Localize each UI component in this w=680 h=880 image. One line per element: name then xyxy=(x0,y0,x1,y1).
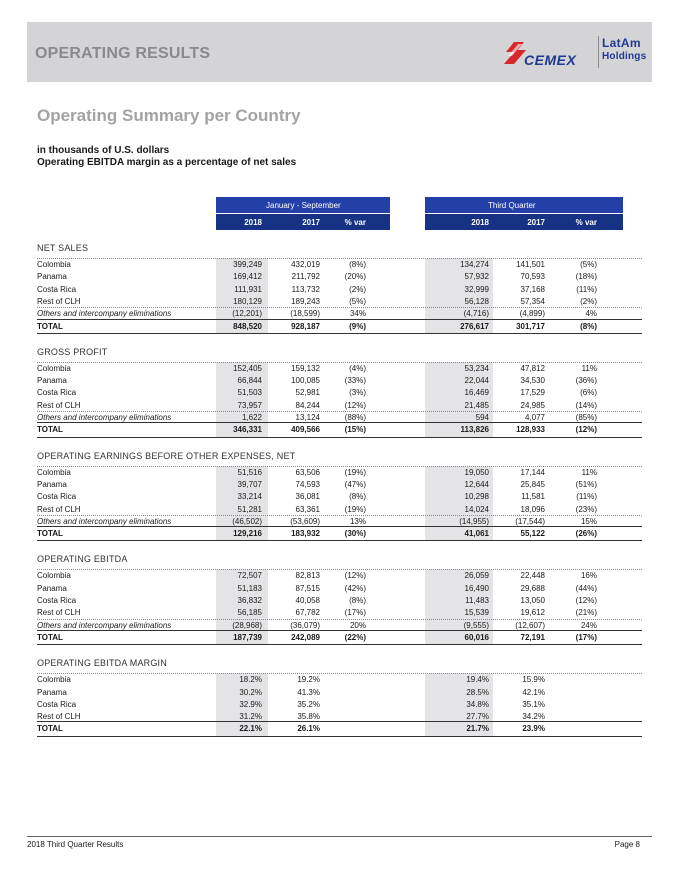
cell-value: 84,244 xyxy=(295,400,320,410)
cell-value: 34.2% xyxy=(522,712,545,722)
cell-value: 66,844 xyxy=(237,376,262,386)
row-label: Rest of CLH xyxy=(37,400,81,410)
cell-value: 13,124 xyxy=(295,413,320,422)
row-label: Panama xyxy=(37,687,67,697)
total-rule xyxy=(37,526,642,527)
cell-value: 16,490 xyxy=(464,583,489,593)
cell-value: 26.1% xyxy=(297,724,320,734)
footer-report-name: 2018 Third Quarter Results xyxy=(27,840,124,849)
total-label: TOTAL xyxy=(37,724,63,734)
row-label: Rest of CLH xyxy=(37,296,81,306)
cell-value: (12%) xyxy=(344,400,366,410)
cell-value: (17,544) xyxy=(515,516,545,526)
cell-value: 134,274 xyxy=(460,260,489,269)
total-rule xyxy=(37,721,642,722)
cell-value: 67,782 xyxy=(295,608,320,618)
cell-value: 31.2% xyxy=(239,712,262,722)
row-label: Colombia xyxy=(37,571,71,581)
cell-value: (36,079) xyxy=(290,620,320,630)
section-top-rule xyxy=(37,466,642,467)
cell-value: 41.3% xyxy=(297,687,320,697)
row-label: Rest of CLH xyxy=(37,608,81,618)
cell-value: 111,931 xyxy=(234,284,262,294)
cell-value: 36,832 xyxy=(237,596,262,605)
cell-value: 21,485 xyxy=(464,400,489,410)
row-label: Panama xyxy=(37,272,67,282)
company-logo xyxy=(502,32,647,72)
cell-value: 70,593 xyxy=(520,272,545,282)
cell-value: 21.7% xyxy=(466,724,489,734)
row-label: Costa Rica xyxy=(37,699,77,709)
cell-value: (22%) xyxy=(344,632,366,642)
section-top-rule xyxy=(37,673,642,674)
column-header: 2017 xyxy=(527,218,545,227)
cell-value: (18,599) xyxy=(290,309,320,319)
cell-value: 51,281 xyxy=(237,504,262,514)
section-title: GROSS PROFIT xyxy=(37,346,108,357)
footer-rule xyxy=(27,836,652,837)
cell-value: 53,234 xyxy=(464,363,489,373)
dotted-rule xyxy=(37,411,642,412)
cell-value: 15,539 xyxy=(464,608,489,618)
cell-value: 189,243 xyxy=(291,296,320,306)
column-header-bar-quarter xyxy=(425,214,623,230)
cell-value: 183,932 xyxy=(291,529,320,539)
total-label: TOTAL xyxy=(37,529,63,539)
cell-value: (4,899) xyxy=(519,309,545,319)
cell-value: 47,812 xyxy=(520,363,545,373)
cell-value: 42.1% xyxy=(522,687,545,697)
section-title: OPERATING EBITDA MARGIN xyxy=(37,658,167,669)
cell-value: 159,132 xyxy=(291,363,320,373)
logo-divider xyxy=(598,36,599,68)
cell-value: (15%) xyxy=(344,425,366,435)
header-banner xyxy=(27,22,652,82)
cell-value: (2%) xyxy=(349,284,366,294)
cell-value: 34,530 xyxy=(520,376,545,386)
cell-value: (5%) xyxy=(580,260,597,269)
column-header: 2018 xyxy=(471,218,489,227)
cell-value: 51,503 xyxy=(237,388,262,398)
row-label: Costa Rica xyxy=(37,492,77,502)
cell-value: 13% xyxy=(349,516,366,526)
cell-value: 11% xyxy=(581,467,597,477)
cell-value: 242,089 xyxy=(291,632,320,642)
total-bottom-rule xyxy=(37,333,642,334)
column-header: % var xyxy=(575,218,597,227)
cell-value: 18.2% xyxy=(239,675,262,685)
cell-value: 4% xyxy=(585,309,597,319)
cell-value: 928,187 xyxy=(291,321,320,331)
cell-value: 14,024 xyxy=(464,504,489,514)
cell-value: 26,059 xyxy=(464,571,489,581)
cell-value: 55,122 xyxy=(520,529,545,539)
column-header: 2018 xyxy=(244,218,262,227)
cell-value: 34.8% xyxy=(466,699,489,709)
period-header-ytd xyxy=(216,197,390,213)
cell-value: 40,058 xyxy=(295,596,320,605)
cell-value: (26%) xyxy=(575,529,597,539)
cell-value: 36,081 xyxy=(295,492,320,502)
section-title: OPERATING EBITDA xyxy=(37,554,128,565)
cell-value: (9%) xyxy=(349,321,366,331)
cell-value: 11% xyxy=(581,363,597,373)
cell-value: (8%) xyxy=(349,260,366,269)
total-bottom-rule xyxy=(37,437,642,438)
row-label: Costa Rica xyxy=(37,284,77,294)
cell-value: 15.9% xyxy=(522,675,545,685)
cell-value: 32.9% xyxy=(239,699,262,709)
cell-value: 35.1% xyxy=(522,699,545,709)
cell-value: (12%) xyxy=(575,596,597,605)
cell-value: (19%) xyxy=(344,467,366,477)
cell-value: (11%) xyxy=(576,492,597,502)
cell-value: (12%) xyxy=(575,425,597,435)
total-label: TOTAL xyxy=(37,425,63,435)
cell-value: 129,216 xyxy=(233,529,262,539)
cell-value: 60,016 xyxy=(464,632,489,642)
cell-value: 19.2% xyxy=(297,675,320,685)
cell-value: 33,214 xyxy=(237,492,262,502)
row-label: Costa Rica xyxy=(37,388,77,398)
cell-value: (20%) xyxy=(344,272,366,282)
period-header-quarter-label: Third Quarter xyxy=(488,201,536,210)
cell-value: 128,933 xyxy=(516,425,545,435)
cell-value: 12,644 xyxy=(464,479,489,489)
cell-value: (14%) xyxy=(575,400,597,410)
cell-value: (46,502) xyxy=(232,516,262,526)
cell-value: (19%) xyxy=(344,504,366,514)
cell-value: 17,144 xyxy=(520,467,545,477)
cell-value: 23.9% xyxy=(522,724,545,734)
section-title: OPERATING EARNINGS BEFORE OTHER EXPENSES, NET xyxy=(37,450,296,461)
cell-value: (21%) xyxy=(575,608,597,618)
dotted-rule xyxy=(37,619,642,620)
cell-value: 187,739 xyxy=(233,632,262,642)
cell-value: 27.7% xyxy=(466,712,489,722)
logo-holdings: Holdings xyxy=(602,51,647,62)
total-bottom-rule xyxy=(37,540,642,541)
cell-value: (8%) xyxy=(349,596,366,605)
cell-value: 63,506 xyxy=(295,467,320,477)
cell-value: 63,361 xyxy=(295,504,320,514)
cell-value: 22.1% xyxy=(239,724,262,734)
row-label: Panama xyxy=(37,376,67,386)
page-title: Operating Summary per Country xyxy=(37,106,301,125)
total-bottom-rule xyxy=(37,644,642,645)
cell-value: 35.2% xyxy=(297,699,320,709)
cell-value: 16,469 xyxy=(464,388,489,398)
cell-value: 113,732 xyxy=(291,284,320,294)
dotted-rule xyxy=(37,307,642,308)
cell-value: 29,688 xyxy=(520,583,545,593)
header-title: OPERATING RESULTS xyxy=(35,45,211,62)
cell-value: (51%) xyxy=(575,479,597,489)
cell-value: 34% xyxy=(349,309,366,319)
cell-value: (12%) xyxy=(344,571,366,581)
cell-value: 39,707 xyxy=(237,479,262,489)
cell-value: 399,249 xyxy=(233,260,262,269)
cell-value: (17%) xyxy=(575,632,597,642)
cell-value: (17%) xyxy=(344,608,366,618)
cell-value: (33%) xyxy=(344,376,366,386)
dotted-rule xyxy=(37,515,642,516)
footer-page-number: Page 8 xyxy=(614,840,640,849)
cell-value: (36%) xyxy=(575,376,597,386)
cell-value: 51,183 xyxy=(237,583,262,593)
row-label: Panama xyxy=(37,583,67,593)
cell-value: 24% xyxy=(580,620,597,630)
cell-value: 87,515 xyxy=(295,583,320,593)
cell-value: (6%) xyxy=(580,388,597,398)
cell-value: 22,448 xyxy=(520,571,545,581)
cell-value: 15% xyxy=(580,516,597,526)
row-label: Others and intercompany eliminations xyxy=(37,413,172,422)
row-label: Others and intercompany eliminations xyxy=(37,516,172,526)
cell-value: (28,968) xyxy=(232,620,262,630)
cell-value: (30%) xyxy=(344,529,366,539)
cell-value: 11,483 xyxy=(465,596,489,605)
row-label: Colombia xyxy=(37,260,71,269)
cell-value: 56,128 xyxy=(464,296,489,306)
cell-value: 180,129 xyxy=(233,296,262,306)
cell-value: 41,061 xyxy=(464,529,489,539)
cell-value: (4%) xyxy=(349,363,366,373)
row-label: Colombia xyxy=(37,675,71,685)
cell-value: 346,331 xyxy=(233,425,262,435)
cell-value: (23%) xyxy=(575,504,597,514)
cell-value: 100,085 xyxy=(291,376,320,386)
cell-value: 73,957 xyxy=(237,400,262,410)
cell-value: (42%) xyxy=(344,583,366,593)
cell-value: 19,050 xyxy=(464,467,489,477)
cell-value: 848,520 xyxy=(233,321,262,331)
cell-value: 113,826 xyxy=(460,425,489,435)
cell-value: 51,516 xyxy=(237,467,262,477)
cell-value: (14,955) xyxy=(459,516,489,526)
column-header-bar-ytd xyxy=(216,214,390,230)
cell-value: 72,191 xyxy=(520,632,545,642)
cell-value: 17,529 xyxy=(520,388,545,398)
cell-value: (12,201) xyxy=(232,309,262,319)
units-note: in thousands of U.S. dollars xyxy=(37,145,170,156)
cell-value: 409,566 xyxy=(291,425,320,435)
period-header-ytd-label: January - September xyxy=(266,201,341,210)
section-top-rule xyxy=(37,258,642,259)
cell-value: (85%) xyxy=(575,413,597,422)
row-label: Rest of CLH xyxy=(37,712,81,722)
cell-value: (3%) xyxy=(349,388,366,398)
column-header: 2017 xyxy=(302,218,320,227)
cell-value: 82,813 xyxy=(295,571,320,581)
cell-value: (8%) xyxy=(580,321,597,331)
cell-value: 57,354 xyxy=(520,296,545,306)
cell-value: 10,298 xyxy=(464,492,489,502)
row-label: Colombia xyxy=(37,363,71,373)
total-rule xyxy=(37,422,642,423)
cell-value: 37,168 xyxy=(520,284,545,294)
row-label: Others and intercompany eliminations xyxy=(37,620,172,630)
cell-value: 432,019 xyxy=(291,260,320,269)
cell-value: 276,617 xyxy=(460,321,489,331)
cell-value: 56,185 xyxy=(237,608,262,618)
row-label: Others and intercompany eliminations xyxy=(37,309,172,319)
cell-value: 74,593 xyxy=(295,479,320,489)
logo-wordmark: CEMEX xyxy=(524,52,577,68)
cell-value: 594 xyxy=(475,413,489,422)
cell-value: 19.4% xyxy=(466,675,489,685)
row-label: Panama xyxy=(37,479,67,489)
cell-value: (88%) xyxy=(344,413,366,422)
cell-value: (12,607) xyxy=(515,620,545,630)
cell-value: 141,501 xyxy=(516,260,545,269)
cell-value: 25,845 xyxy=(520,479,545,489)
total-label: TOTAL xyxy=(37,632,63,642)
cell-value: 35.8% xyxy=(297,712,320,722)
cell-value: 30.2% xyxy=(239,687,262,697)
cell-value: (44%) xyxy=(575,583,597,593)
cell-value: 4,077 xyxy=(524,413,545,422)
period-header-quarter xyxy=(425,197,623,213)
row-label: Rest of CLH xyxy=(37,504,81,514)
cell-value: 52,981 xyxy=(295,388,320,398)
cell-value: (53,609) xyxy=(290,516,320,526)
cell-value: 211,792 xyxy=(291,272,320,282)
margin-note: Operating EBITDA margin as a percentage of net sales xyxy=(37,157,297,168)
total-label: TOTAL xyxy=(37,321,63,331)
cell-value: 152,405 xyxy=(233,363,262,373)
total-rule xyxy=(37,319,642,320)
cell-value: 32,999 xyxy=(464,284,489,294)
row-label: Colombia xyxy=(37,467,71,477)
cell-value: 301,717 xyxy=(516,321,545,331)
cell-value: 1,622 xyxy=(241,413,262,422)
cell-value: (47%) xyxy=(344,479,366,489)
cell-value: 72,507 xyxy=(237,571,262,581)
cell-value: 19,612 xyxy=(520,608,545,618)
cell-value: (8%) xyxy=(349,492,366,502)
cell-value: (5%) xyxy=(349,296,366,306)
cell-value: 28.5% xyxy=(466,687,489,697)
cell-value: 22,044 xyxy=(464,376,489,386)
cell-value: (4,716) xyxy=(463,309,489,319)
logo-latam: LatAm xyxy=(602,36,641,50)
row-label: Costa Rica xyxy=(37,596,77,605)
cell-value: (2%) xyxy=(580,296,597,306)
cell-value: 57,932 xyxy=(464,272,489,282)
section-top-rule xyxy=(37,362,642,363)
cell-value: 169,412 xyxy=(233,272,262,282)
cell-value: 11,581 xyxy=(521,492,545,502)
cell-value: (9,555) xyxy=(463,620,489,630)
total-bottom-rule xyxy=(37,736,642,737)
column-header: % var xyxy=(344,218,366,227)
section-top-rule xyxy=(37,569,642,570)
cell-value: (18%) xyxy=(575,272,597,282)
cell-value: (11%) xyxy=(576,284,597,294)
cell-value: 18,096 xyxy=(520,504,545,514)
cell-value: 16% xyxy=(580,571,597,581)
cell-value: 13,050 xyxy=(520,596,545,605)
cell-value: 20% xyxy=(349,620,366,630)
cell-value: 24,985 xyxy=(520,400,545,410)
section-title: NET SALES xyxy=(37,243,89,253)
total-rule xyxy=(37,630,642,631)
